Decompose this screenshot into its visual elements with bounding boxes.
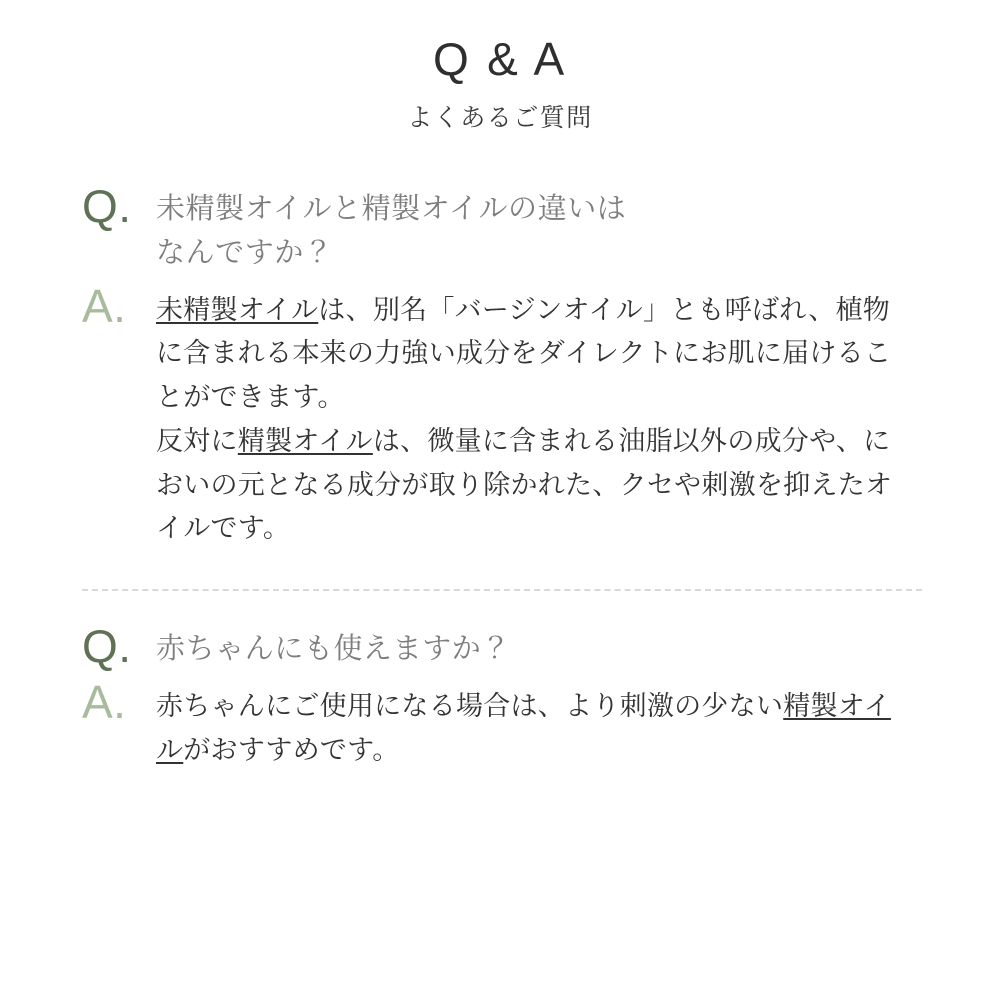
answer-paragraph-1 [156,289,916,420]
answer-paragraph-2 [156,420,916,551]
question-row-1 [82,181,922,275]
answer-body-2: がおすすめです。 [183,734,400,765]
qa-divider [82,589,922,591]
question-line-1: 赤ちゃんにも使えますか？ [156,633,511,666]
question-marker-2: Q. [82,620,132,673]
question-text-2 [156,621,511,671]
answer-text-1 [156,281,916,551]
qa-item-2 [82,621,922,773]
answer-body-2: は、微量に含まれる油脂以外の成分や、においの元となる成分が取り除かれた、クセや刺激を抑えたオイルです。 [156,425,893,544]
answer-body-1: は、別名「バージンオイル」とも呼ばれ、植物に含まれる本来の力強い成分をダイレクトにお肌に届けることができます。 [156,294,892,413]
qa-item-1 [82,181,922,552]
question-marker-1: Q. [82,179,132,232]
qa-list [0,181,1000,773]
question-text-1 [156,181,626,275]
answer-row-2 [82,677,922,772]
question-line-1: 未精製オイルと精製オイルの違いは [156,192,627,225]
answer-text-2 [156,677,916,772]
page-header [0,0,1000,133]
answer-underline-misei-oil: 未精製オイル [156,294,319,325]
answer-marker-2: A. [82,676,127,729]
question-row-2 [82,621,922,671]
answer-underline-seisei-oil: 精製オイル [156,691,891,765]
answer-prefix-2: 反対に [156,425,238,456]
answer-marker-1: A. [82,279,127,332]
answer-paragraph-1 [156,685,916,772]
page-subtitle: よくあるご質問 [407,103,593,132]
question-line-2: なんですか？ [156,236,334,269]
page-title: Q & A [433,33,567,85]
answer-body-1: 赤ちゃんにご使用になる場合は、より刺激の少ない [156,691,784,722]
answer-underline-seisei-oil: 精製オイル [237,425,373,456]
answer-row-1 [82,281,922,551]
